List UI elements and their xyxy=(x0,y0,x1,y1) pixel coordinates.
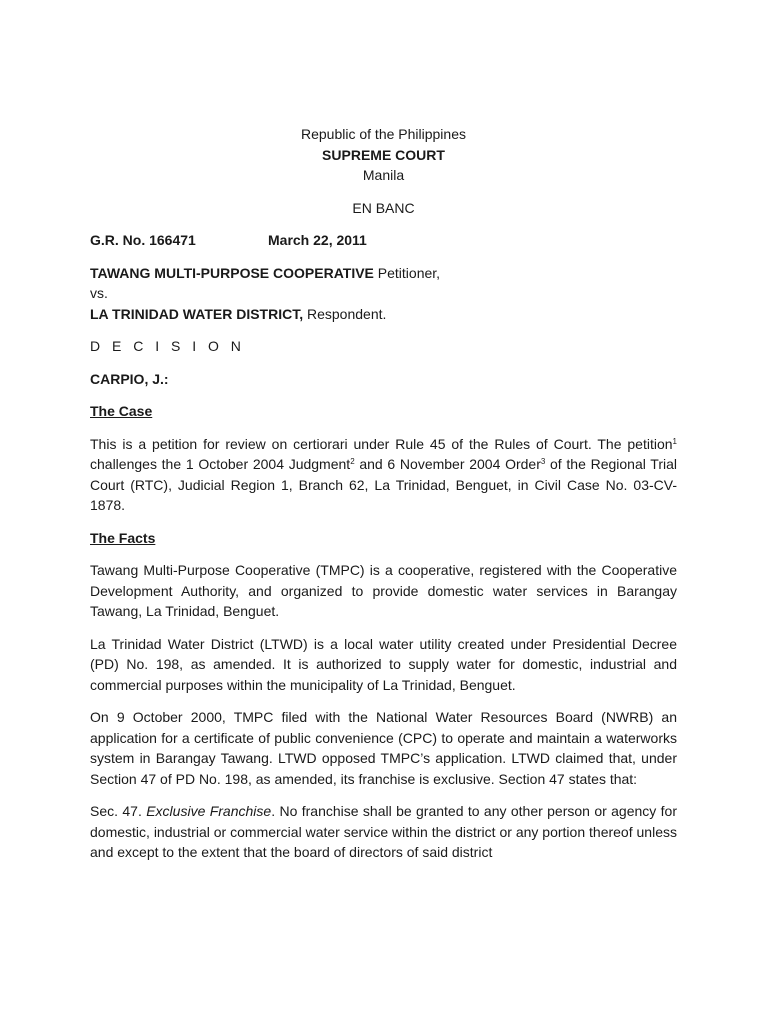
petitioner-role: Petitioner, xyxy=(373,264,441,281)
versus-label: vs. xyxy=(90,285,108,301)
footnote-3[interactable]: 3 xyxy=(540,457,546,466)
sec-label: Sec. 47. xyxy=(90,803,147,819)
facts-paragraph-2: La Trinidad Water District (LTWD) is a local water utility created under Presidential Decree (PD) No. 198, as amended. It is authorized to supply water for domestic, industrial and commercial purposes within the municipality of La Trinidad, Benguet. xyxy=(90,635,677,693)
page-bottom-fade xyxy=(0,896,768,1024)
court-location: Manila xyxy=(362,167,405,183)
case-text-2: challenges the 1 October 2004 Judgment xyxy=(90,456,351,472)
decision-date: March 22, 2011 xyxy=(268,232,367,248)
footnote-2[interactable]: 2 xyxy=(350,457,355,466)
document-body xyxy=(90,124,677,863)
case-text-4: of the Regional Trial Court (RTC), Judicial Region 1, Branch 62, La Trinidad, Benguet, in Civil Case No. 03-CV-1878. xyxy=(90,456,678,513)
petitioner-name: TAWANG MULTI-PURPOSE COOPERATIVE xyxy=(90,264,374,281)
footnote-1[interactable]: 1 xyxy=(672,436,677,446)
republic-line: Republic of the Philippines xyxy=(301,126,466,142)
case-number-row xyxy=(90,230,677,251)
section-47-quote xyxy=(90,801,677,863)
case-text-3: and 6 November 2004 Order xyxy=(354,456,541,472)
sec-body: . No franchise shall be granted to any other person or agency for domestic, industrial or commercial water service within the district or any portion thereof unless and except to the extent that the board of directors of said district xyxy=(90,803,677,860)
respondent-line xyxy=(90,304,677,325)
court-header xyxy=(90,124,677,218)
respondent-name: LA TRINIDAD WATER DISTRICT, xyxy=(90,305,304,322)
section-heading-facts: The Facts xyxy=(90,529,156,546)
facts-paragraph-1: Tawang Multi-Purpose Cooperative (TMPC) is a cooperative, registered with the Cooperative Development Authority, and organized to provide domestic water services in Barangay Tawang, La Trinidad, Benguet. xyxy=(90,562,677,619)
ponente: CARPIO, J.: xyxy=(90,370,169,387)
petitioner-line xyxy=(90,263,677,284)
respondent-role: Respondent. xyxy=(303,305,387,322)
court-name: SUPREME COURT xyxy=(322,146,445,163)
division-label: EN BANC xyxy=(352,199,415,216)
gr-number: G.R. No. 166471 xyxy=(90,232,196,248)
decision-heading: D E C I S I O N xyxy=(90,338,245,354)
case-paragraph xyxy=(90,434,677,516)
facts-paragraph-3: On 9 October 2000, TMPC filed with the National Water Resources Board (NWRB) an application for a certificate of public convenience (CPC) to operate and maintain a waterworks system in Barangay Tawang. LTWD opposed TMPC’s application. LTWD claimed that, under Section 47 of PD No. 198, as amended, its franchise is exclusive. Section 47 states that: xyxy=(90,709,677,787)
parties-block xyxy=(90,263,677,325)
case-text-1: This is a petition for review on certiorari under Rule 45 of the Rules of Court. The petition xyxy=(90,435,673,452)
section-heading-case: The Case xyxy=(90,403,153,419)
sec-title: Exclusive Franchise xyxy=(146,803,272,819)
